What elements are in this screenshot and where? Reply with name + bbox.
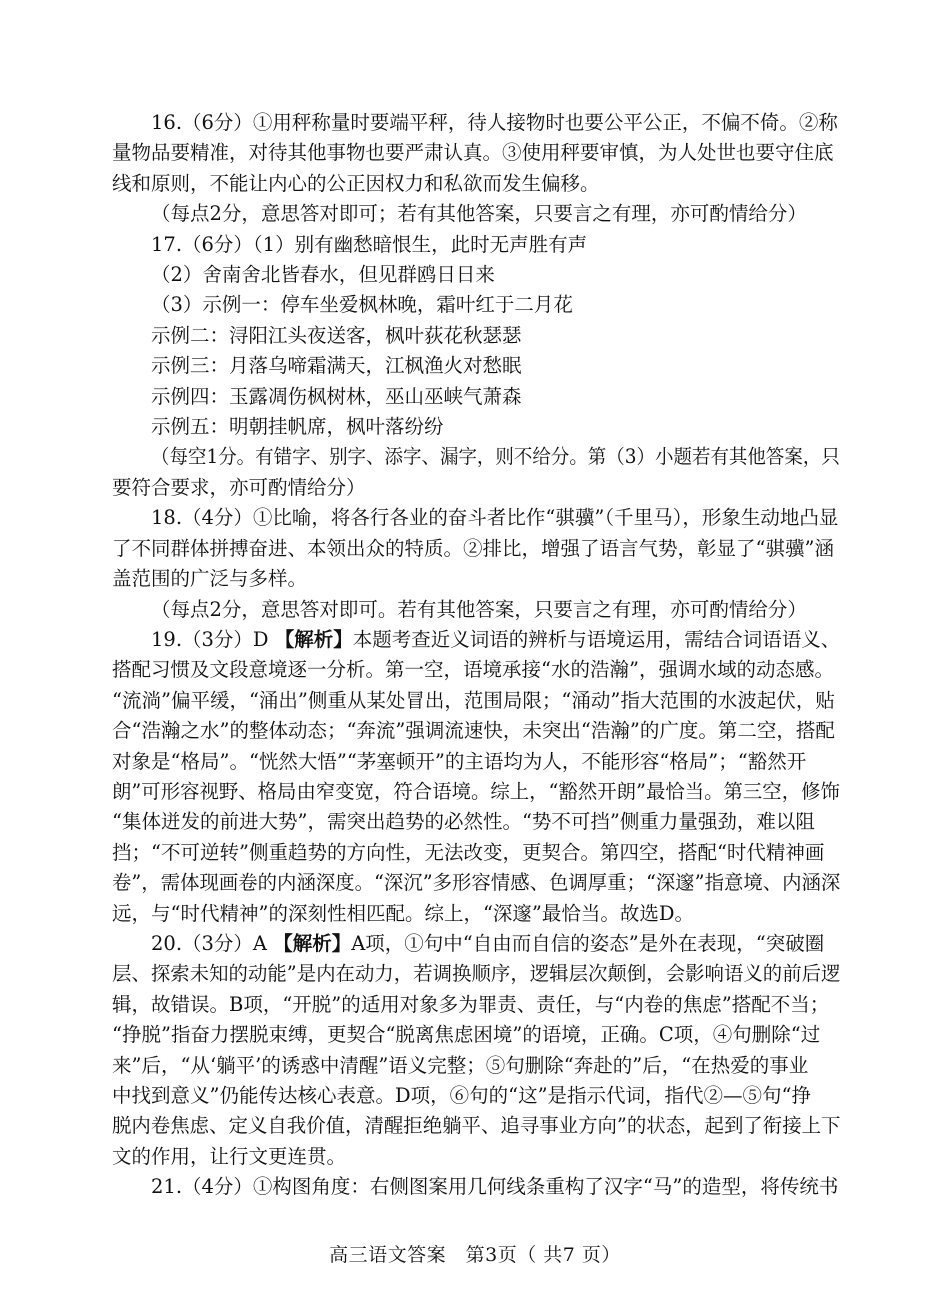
q18-scoring: （每点2分，意思答对即可。若有其他答案，只要言之有理，亦可酌情给分） <box>151 597 807 621</box>
q18-answer <box>112 503 840 625</box>
q19-line-8: 挡；“不可逆转”侧重趋势的方向性，无法改变，更契合。第四空，搭配“时代精神画 <box>112 840 825 864</box>
q20-line-1 <box>112 929 840 959</box>
q17-head: 17.（6分）（1）别有幽愁暗恨生，此时无声胜有声 <box>151 232 588 256</box>
q19-analysis-tag: 【解析】 <box>274 627 353 651</box>
q20-line-5: 来”后，“从‘躺平’的诱惑中清醒”语义完整；⑤句删除“奔赴的”后，“在热爱的事业 <box>112 1053 809 1077</box>
q19-line-9: 卷”，需体现画卷的内涵深度。“深沉”多形容情感、色调厚重；“深邃”指意境、内涵深 <box>112 871 841 895</box>
answer-page <box>112 108 840 1203</box>
page-footer: 高三语文答案 第3页（ 共7 页） <box>329 1244 621 1266</box>
q18-line-3: 盖范围的广泛与多样。 <box>112 567 308 591</box>
q17-example-3: 示例三：月落乌啼霜满天，江枫渔火对愁眠 <box>151 354 522 378</box>
q17-part-2: （2）舍南舍北皆春水，但见群鸥日日来 <box>151 263 495 287</box>
q16-scoring-text: （每点2分，意思答对即可；若有其他答案，只要言之有理，亦可酌情给分） <box>151 202 807 226</box>
q16-scoring <box>112 199 840 229</box>
q19-line-2: 搭配习惯及文段意境逐一分析。第一空，语境承接“水的浩瀚”，强调水域的动态感。 <box>112 658 834 682</box>
q16-answer <box>112 108 840 199</box>
q19-line-7: “集体迸发的前进大势”，需突出趋势的必然性。“势不可挡”侧重力量强劲，难以阻 <box>112 810 815 834</box>
q19-line-4: 合“浩瀚之水”的整体动态；“奔流”强调流速快，未突出“浩瀚”的广度。第二空，搭配 <box>112 719 835 743</box>
q18-line-1: 18.（4分）①比喻，将各行各业的奋斗者比作“骐骥”（千里马），形象生动地凸显 <box>151 506 839 530</box>
q19-prefix: 19.（3分）D <box>151 627 275 651</box>
q17-scoring-line-2: 要符合要求，亦可酌情给分） <box>112 475 366 499</box>
q18-line-2: 了不同群体拼搏奋进、本领出众的特质。②排比，增强了语言气势，彰显了“骐骥”涵 <box>112 536 834 560</box>
q20-prefix: 20.（3分）A <box>151 931 274 955</box>
q16-line-1: 16.（6分）①用秤称量时要端平秤，待人接物时也要公平公正，不偏不倚。②称 <box>151 111 838 134</box>
q20-line-1-rest: A项，①句中“自由而自信的姿态”是外在表现，“突破圈 <box>351 931 825 955</box>
q16-line-3: 线和原则，不能让内心的公正因权力和私欲而发生偏移。 <box>112 171 600 195</box>
q19-line-1-rest: 本题考查近义词语的辨析与语境运用，需结合词语语义、 <box>352 627 841 651</box>
q17-example-5: 示例五：明朝挂帆席，枫叶落纷纷 <box>151 415 444 439</box>
q21-line-1: 21.（4分）①构图角度：右侧图案用几何线条重构了汉字“马”的造型，将传统书 <box>151 1175 839 1199</box>
q19-answer <box>112 625 840 929</box>
q16-line-2: 量物品要精准，对待其他事物也要严肃认真。③使用秤要审慎，为人处世也要守住底 <box>112 141 834 165</box>
q20-line-6: 中找到意义”仍能传达核心表意。D项，⑥句的“这”是指示代词，指代②—⑤句“挣 <box>112 1084 812 1107</box>
q20-line-3: 辑，故错误。B项，“开脱”的适用对象多为罪责、责任，与“内卷的焦虑”搭配不当； <box>112 992 830 1016</box>
q20-analysis-tag: 【解析】 <box>273 931 352 955</box>
q19-line-5: 对象是“格局”。“恍然大悟”“茅塞顿开”的主语均为人，不能形容“格局”；“豁然开 <box>112 749 807 773</box>
q20-line-2: 层、探索未知的动能”是内在动力，若调换顺序，逻辑层次颠倒，会影响语义的前后逻 <box>112 962 841 986</box>
q19-line-10: 远，与“时代精神”的深刻性相匹配。综上，“深邃”最恰当。故选D。 <box>112 901 695 925</box>
q20-line-7: 脱内卷焦虑、定义自我价值，清醒拒绝躺平、追寻事业方向”的状态，起到了衔接上下 <box>112 1114 841 1138</box>
q20-answer <box>112 929 840 1172</box>
q20-line-8: 文的作用，让行文更连贯。 <box>112 1144 347 1168</box>
q19-line-3: “流淌”偏平缓，“涌出”侧重从某处冒出，范围局限；“涌动”指大范围的水波起伏，贴 <box>112 688 835 712</box>
q17-example-2: 示例二：浔阳江头夜送客，枫叶荻花秋瑟瑟 <box>151 323 522 347</box>
q17-answer <box>112 230 840 504</box>
q20-line-4: “挣脱”指奋力摆脱束缚，更契合“脱离焦虑困境”的语境，正确。C项，④句删除“过 <box>112 1023 821 1047</box>
q17-scoring-line-1: （每空1分。有错字、别字、添字、漏字，则不给分。第（3）小题若有其他答案，只 <box>151 445 840 469</box>
q17-example-4: 示例四：玉露凋伤枫树林，巫山巫峡气萧森 <box>151 384 522 408</box>
q21-answer <box>112 1172 840 1202</box>
q19-line-1 <box>112 625 840 655</box>
q19-line-6: 朗”可形容视野、格局由窄变宽，符合语境。综上，“豁然开朗”最恰当。第三空，修饰 <box>112 779 840 803</box>
q17-part-3: （3）示例一：停车坐爱枫林晚，霜叶红于二月花 <box>151 293 573 317</box>
